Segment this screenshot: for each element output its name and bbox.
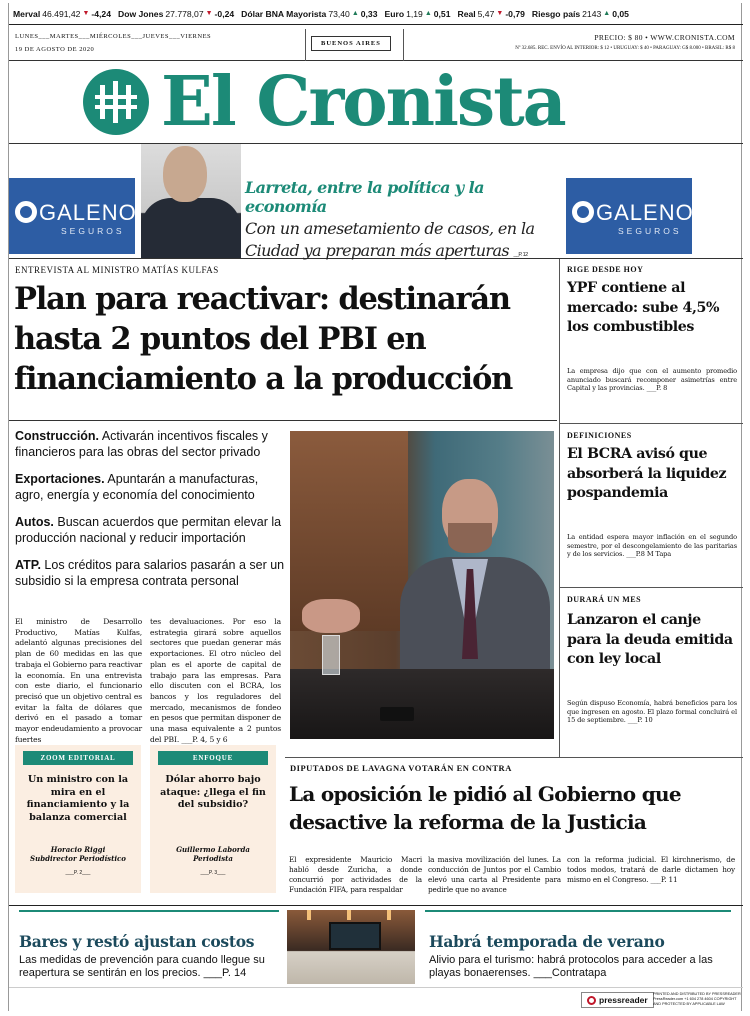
right-body: La entidad espera mayor inflación en el segundo semestre, por el descongelamiento de las paritarias y de los servicios. ___P.8 M Tapa: [567, 533, 737, 559]
main-body-col1: El ministro de Desarrollo Productivo, Matías Kulfas, adelantó algunas precisiones del plan de 60 medidas en las que trabaja el Gobierno para reactivar la economía. En una entrevista con este diario, el funcionario precisó que un objetivo central es evitar la falta de dólares que derivó en el pasado a tomar mayor endeudamiento a provocar fuertes: [15, 617, 142, 744]
ticker-item: [13, 9, 111, 19]
masthead[interactable]: [9, 61, 743, 143]
divider: [305, 29, 306, 61]
teaser-larreta[interactable]: [245, 178, 563, 266]
arrow-up-icon: ▲: [603, 10, 611, 17]
teaser-title: Larreta, entre la política y la economía: [245, 178, 484, 216]
pressreader-info: PRINTED AND DISTRIBUTED BY PRESSREADER PressReader.com +1 604 278 4604 COPYRIGHT AND PROTECTED BY APPLICABLE LAW: [653, 992, 741, 1006]
enfoque-box[interactable]: [150, 745, 276, 893]
ticker-item: [532, 9, 629, 19]
main-headline[interactable]: Plan para reactivar: destinarán hasta 2 puntos del PBI en financiamiento a la producción: [14, 281, 513, 397]
arrow-down-icon: ▼: [205, 10, 213, 17]
arrow-down-icon: ▼: [82, 10, 90, 17]
arrow-up-icon: ▲: [351, 10, 359, 17]
bottom-right-text: Alivio para el turismo: habrá protocolos para acceder a las playas bonaerenses. ___Contratapa: [429, 954, 713, 979]
box-text: Dólar ahorro bajo ataque: ¿llega el fin del subsidio?: [160, 774, 266, 810]
ticker-value: 27.778,07: [165, 8, 204, 19]
ticker-value: 46.491,42: [42, 8, 81, 19]
ticker-item: [457, 9, 524, 19]
divider: [403, 29, 404, 61]
ticker-change: -0,24: [214, 8, 235, 19]
kulfas-photo: [290, 431, 554, 739]
city-badge: BUENOS AIRES: [311, 36, 391, 51]
ticker-name: Riesgo país: [531, 8, 581, 19]
ticker-name: Merval: [13, 8, 41, 19]
bottom-left-title[interactable]: Bares y restó ajustan costos: [19, 932, 255, 951]
main-kicker: ENTREVISTA AL MINISTRO MATÍAS KULFAS: [15, 265, 219, 275]
box-page: ___P. 2___: [65, 870, 91, 876]
right-headline[interactable]: El BCRA avisó que absorberá la liquidez pospandemia: [567, 446, 727, 501]
box-label: ENFOQUE: [158, 751, 268, 765]
ticker-change: -4,24: [91, 8, 111, 19]
galeno-ad-left[interactable]: [9, 178, 135, 254]
arrow-up-icon: ▲: [424, 10, 432, 17]
arrow-down-icon: ▼: [496, 10, 504, 17]
ticker-name: Real: [457, 8, 476, 19]
ticker-value: 1,19: [406, 8, 423, 19]
right-headline[interactable]: YPF contiene al mercado: sube 4,5% los combustibles: [567, 280, 720, 335]
box-page: ___P. 3___: [200, 870, 226, 876]
second-body-col1: El expresidente Mauricio Macri habló desde Zuricha, a donde concurrió por actividades de la Fundación FIFA, para respaldar: [289, 855, 422, 894]
market-ticker: [9, 3, 743, 25]
point-item: Exportaciones. Apuntarán a manufacturas, agro, energía y economía del conocimiento: [15, 472, 259, 502]
right-headline[interactable]: Lanzaron el canje para la deuda emitida con ley local: [567, 612, 733, 667]
galeno-logo-icon: [15, 201, 37, 223]
bottom-right-title[interactable]: Habrá temporada de verano: [429, 932, 665, 951]
ticker-value: 2143: [582, 8, 602, 19]
price-line: PRECIO: $ 80 • WWW.CRONISTA.COM: [594, 33, 735, 42]
box-author: Guillermo Laborda Periodista: [176, 845, 250, 863]
ticker-change: 0,05: [612, 8, 629, 19]
ticker-change: 0,51: [433, 8, 451, 19]
bottom-left-text: Las medidas de prevención para cuando llegue su reapertura se sentirán en los precios. ___P. 14: [19, 954, 265, 979]
ticker-value: 73,40: [328, 8, 350, 19]
ticker-item: [385, 9, 451, 19]
right-kicker: DEFINICIONES: [567, 431, 632, 440]
box-label: ZOOM EDITORIAL: [23, 751, 133, 765]
masthead-title: El Cronista: [161, 62, 565, 142]
ad-brand: GALENO: [596, 200, 694, 225]
issue-date: 19 DE AGOSTO DE 2020: [15, 46, 95, 53]
zoom-editorial-box[interactable]: [15, 745, 141, 893]
dateline-bar: [9, 29, 743, 61]
ticker-name: Dólar BNA Mayorista: [241, 8, 327, 19]
ticker-change: -0,79: [505, 8, 525, 19]
ad-sub: SEGUROS: [618, 226, 682, 236]
bar-photo: [287, 910, 415, 984]
right-body: La empresa dijo que con el aumento promedio anunciado buscará recomponer asimetrías entre Capital y las provincias. ___P. 8: [567, 367, 737, 393]
box-author: Horacio Riggi Subdirector Periodístico: [30, 845, 126, 863]
ticker-item: [241, 9, 377, 19]
main-body-col2: tes devaluaciones. Por eso la estrategia girará sobre aquellos sectores que puedan generar más exportaciones. El otro núcleo del plan es el aporte de capital de trabajo para las empresas. Para ello discuten con el BCRA, los bancos y los reguladores del mercado, mecanismos de fondeo en pesos que permitan disponer de una masa equivalente a 2 puntos del PBI. ___P. 4, 5 y 6: [150, 617, 281, 744]
galeno-logo-icon: [572, 201, 594, 223]
cronista-logo-icon: [83, 69, 149, 135]
larreta-photo: [141, 144, 241, 258]
ad-sub: SEGUROS: [61, 226, 125, 236]
bottom-strip: [9, 905, 743, 987]
issue-info: Nº 32.685. REC. ENVÍO AL INTERIOR: $ 12 • URUGUAY: $ 40 • PARAGUAY: G$ 8.000 • BRASIL: R$ 8: [515, 46, 735, 51]
second-headline[interactable]: La oposición le pidió al Gobierno que desactive la reforma de la Justicia: [289, 782, 681, 834]
ticker-name: Dow Jones: [118, 8, 164, 19]
newspaper-page: [8, 3, 742, 1011]
right-body: Según dispuso Economía, habrá beneficios para los que ingresen en agosto. El plazo formal concluirá el 15 de septiembre. ___P. 10: [567, 699, 737, 725]
weekdays: LUNES___MARTES___MIÉRCOLES___JUEVES___VIERNES: [15, 33, 212, 40]
point-item: ATP. Los créditos para salarios pasarán a ser un subsidio si la empresa contrata personal: [15, 558, 285, 588]
promo-row: [9, 143, 743, 259]
ad-brand: GALENO: [39, 200, 137, 225]
point-item: Construcción. Activarán incentivos fiscales y financieros para las obras del sector privado: [15, 429, 268, 459]
ticker-change: 0,33: [360, 8, 378, 19]
footer: [9, 987, 743, 1011]
ticker-name: Euro: [384, 8, 405, 19]
galeno-ad-right[interactable]: [566, 178, 692, 254]
right-kicker: DURARÁ UN MES: [567, 595, 642, 604]
ticker-value: 5,47: [477, 8, 495, 19]
second-kicker: DIPUTADOS DE LAVAGNA VOTARÁN EN CONTRA: [290, 763, 512, 773]
ticker-item: [118, 9, 234, 19]
right-kicker: RIGE DESDE HOY: [567, 265, 644, 274]
point-item: Autos. Buscan acuerdos que permitan elevar la producción nacional y reducir importación: [15, 515, 282, 545]
second-body-col2: la masiva movilización del lunes. La conducción de Juntos por el Cambio elevó una carta al Presidente para pedirle que no avance: [428, 855, 561, 894]
box-text: Un ministro con la mira en el financiamiento y la balanza comercial: [26, 774, 130, 823]
pressreader-badge[interactable]: pressreader: [581, 992, 654, 1008]
second-body-col3: con la reforma judicial. El kirchnerismo, de todos modos, tratará de darle dictamen hoy mismo en el Congreso. ___P. 11: [567, 855, 735, 884]
pressreader-logo-icon: [587, 996, 596, 1005]
teaser-text: Con un amesetamiento de casos, en la Ciudad ya preparan más aperturas __P. 12: [245, 219, 535, 260]
main-points: [15, 428, 289, 600]
